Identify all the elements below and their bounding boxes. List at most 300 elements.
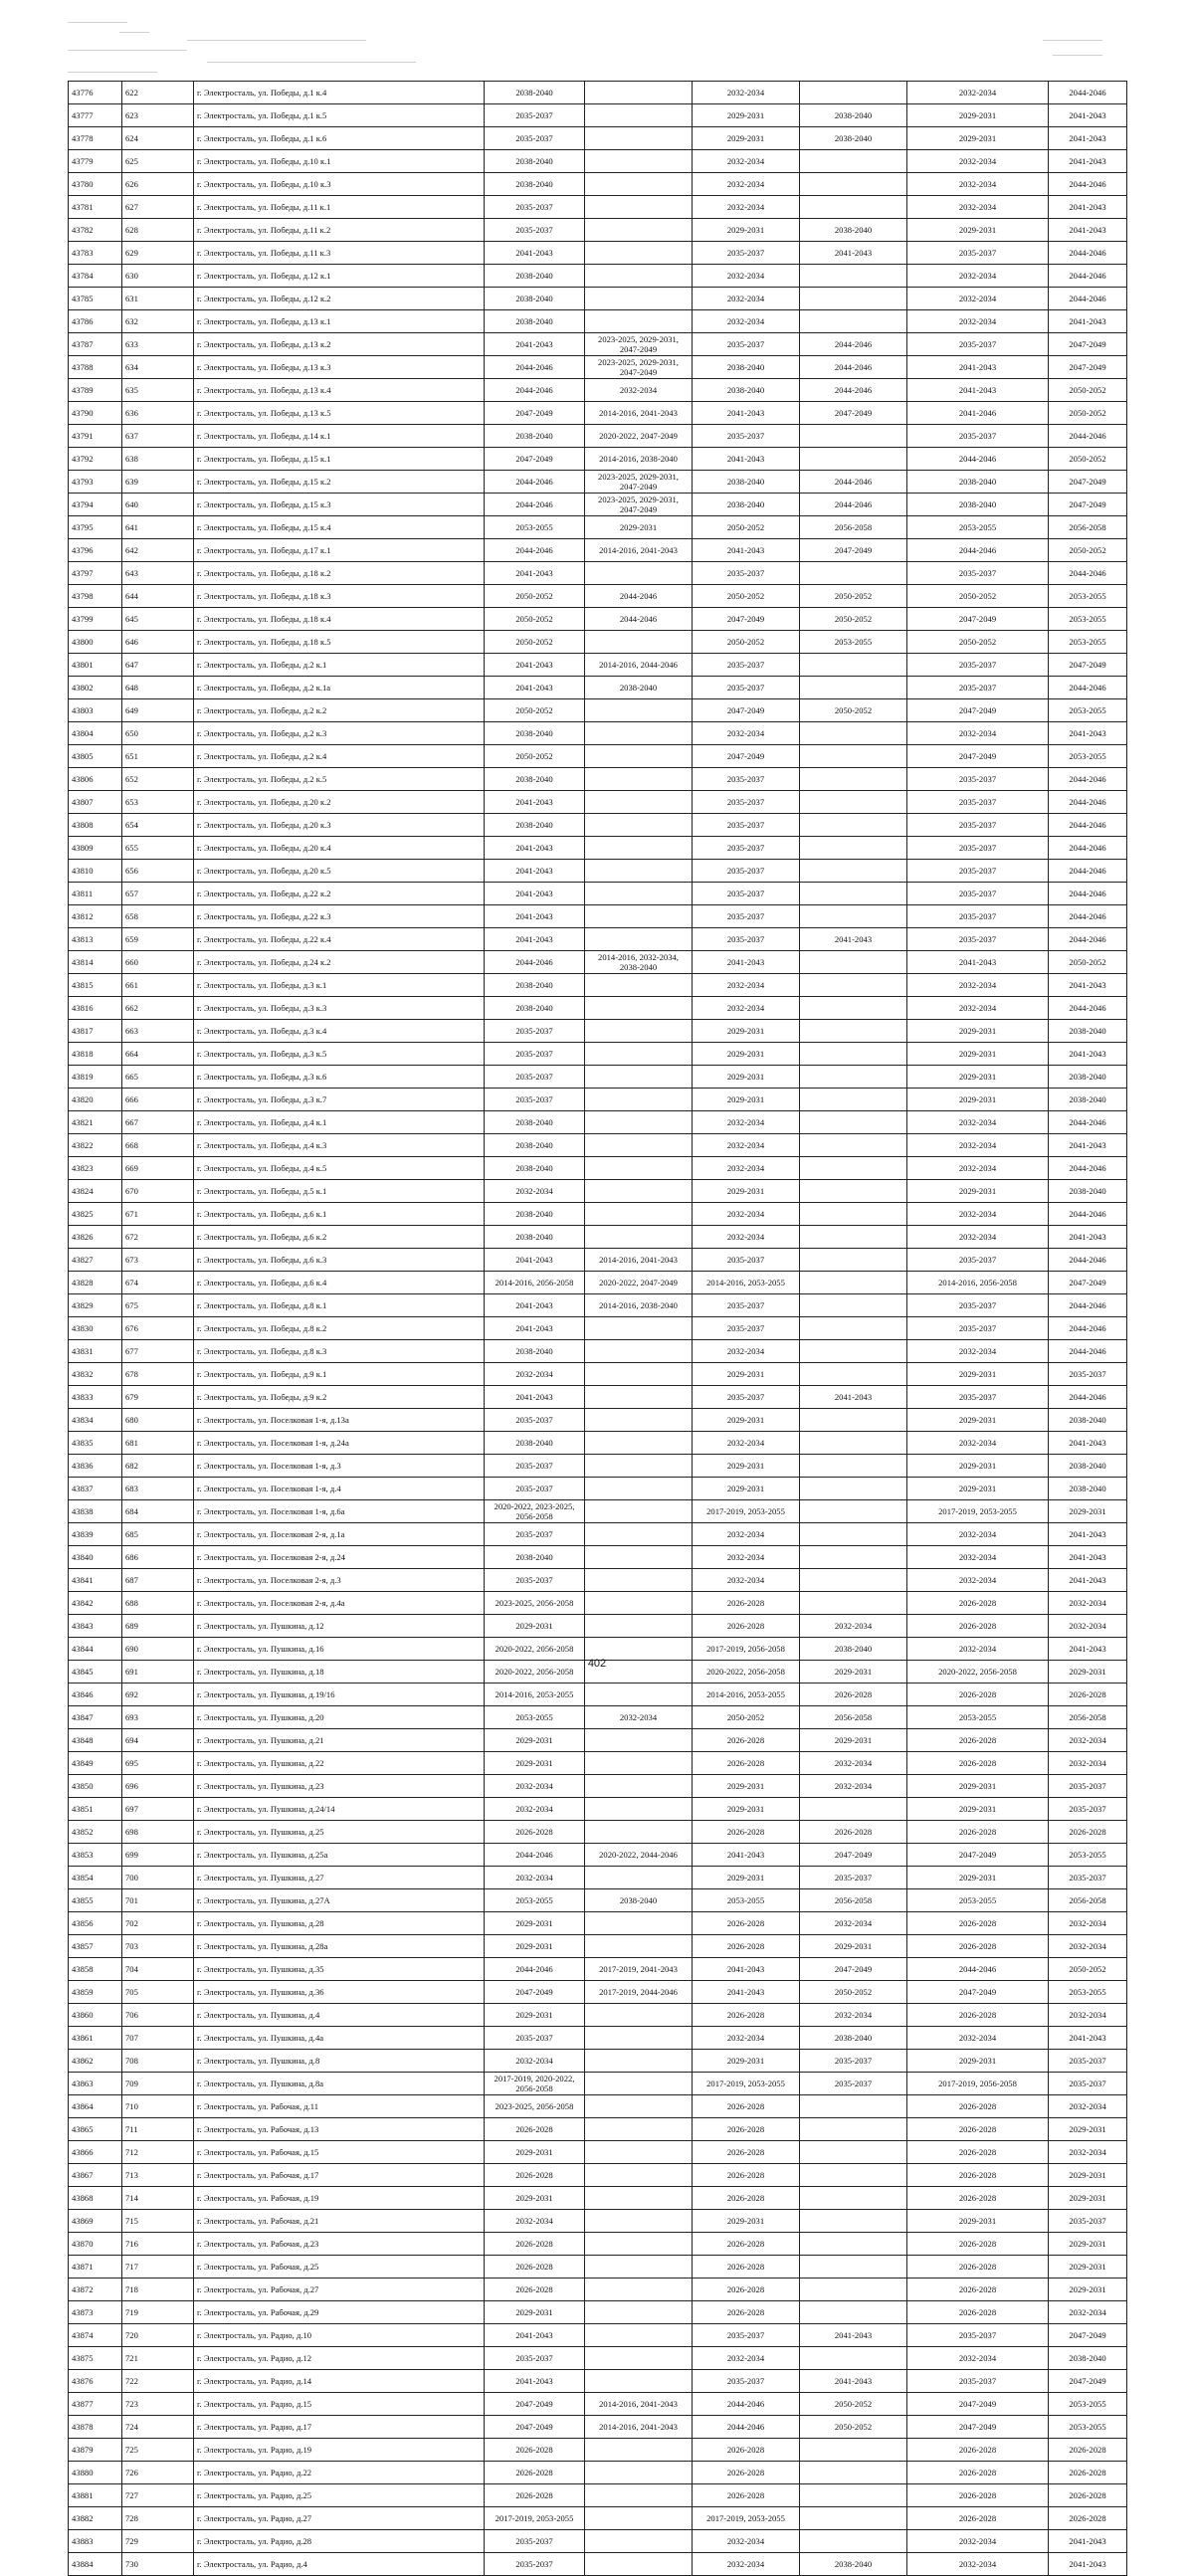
table-cell: г. Электросталь, ул. Победы, д.14 к.1 [194,425,485,448]
table-cell: 2041-2043 [1049,974,1127,997]
table-cell: 2032-2034 [485,1775,585,1798]
table-cell: г. Электросталь, ул. Рабочая, д.29 [194,2301,485,2324]
table-cell: 43845 [69,1661,122,1684]
table-cell: 2044-2046 [485,356,585,379]
table-cell [585,1821,693,1844]
table-cell [800,562,907,585]
table-cell: 2032-2034 [907,82,1049,104]
table-cell: 2053-2055 [907,1706,1049,1729]
table-cell: 2041-2043 [485,1386,585,1409]
table-cell: 2035-2037 [907,654,1049,677]
table-cell: 2026-2028 [693,2256,800,2279]
table-cell: 2047-2049 [1049,1272,1127,1294]
table-row [69,2507,1127,2530]
table-cell: 2026-2028 [693,2462,800,2484]
table-cell: 43781 [69,196,122,219]
table-cell: 2035-2037 [693,333,800,356]
table-cell: 43850 [69,1775,122,1798]
table-row [69,608,1127,631]
table-cell: 651 [122,745,194,768]
table-row [69,242,1127,265]
table-cell: 2029-2031 [485,2187,585,2210]
table-cell: 2041-2043 [485,860,585,883]
table-cell: г. Электросталь, ул. Победы, д.10 к.3 [194,173,485,196]
table-cell: 2041-2043 [485,791,585,814]
table-cell: 2053-2055 [485,516,585,539]
table-cell: г. Электросталь, ул. Победы, д.1 к.5 [194,104,485,127]
table-cell [585,1775,693,1798]
table-cell: 2032-2034 [907,1203,1049,1226]
table-cell: 2020-2022, 2044-2046 [585,1844,693,1867]
table-cell: 625 [122,150,194,173]
table-cell [800,310,907,333]
table-cell: 2041-2043 [1049,104,1127,127]
table-cell: 2035-2037 [693,242,800,265]
table-cell: 2041-2043 [800,242,907,265]
table-row [69,2164,1127,2187]
table-cell: 43869 [69,2210,122,2233]
table-cell: 43796 [69,539,122,562]
table-cell: 2020-2022, 2047-2049 [585,425,693,448]
table-cell: 2032-2034 [693,1134,800,1157]
table-cell: г. Электросталь, ул. Пушкина, д.21 [194,1729,485,1752]
table-cell: 2053-2055 [485,1889,585,1912]
table-row [69,2324,1127,2347]
table-cell: 626 [122,173,194,196]
table-cell: 2026-2028 [485,2118,585,2141]
table-cell: г. Электросталь, ул. Победы, д.6 к.4 [194,1272,485,1294]
table-cell: 2023-2025, 2029-2031, 2047-2049 [585,333,693,356]
table-cell: 2038-2040 [485,173,585,196]
table-row [69,1180,1127,1203]
table-cell: 2038-2040 [485,1111,585,1134]
table-cell [800,1180,907,1203]
table-cell: 2035-2037 [693,425,800,448]
table-cell [585,310,693,333]
table-cell: 43809 [69,837,122,860]
table-cell [800,883,907,905]
table-row [69,1546,1127,1569]
table-row [69,2439,1127,2462]
table-cell: 715 [122,2210,194,2233]
table-cell [800,2530,907,2553]
table-cell: 2032-2034 [585,379,693,402]
table-row [69,2256,1127,2279]
table-cell: 43788 [69,356,122,379]
table-cell: 2035-2037 [485,1455,585,1478]
table-cell: 2041-2043 [693,448,800,471]
table-cell [585,722,693,745]
table-cell: г. Электросталь, ул. Пушкина, д.25а [194,1844,485,1867]
table-cell: 2038-2040 [800,2553,907,2576]
table-cell: 2038-2040 [485,1546,585,1569]
table-cell: 2035-2037 [1049,2050,1127,2073]
table-cell: 728 [122,2507,194,2530]
table-row [69,722,1127,745]
table-cell [800,2462,907,2484]
table-cell: 2029-2031 [693,1409,800,1432]
table-row [69,1134,1127,1157]
table-cell: 2038-2040 [485,1157,585,1180]
table-cell: 43841 [69,1569,122,1592]
table-cell [800,1111,907,1134]
table-cell: 676 [122,1317,194,1340]
table-cell [800,1317,907,1340]
table-cell: г. Электросталь, ул. Победы, д.13 к.4 [194,379,485,402]
table-cell: 2047-2049 [693,608,800,631]
table-cell [585,150,693,173]
table-cell: 2035-2037 [485,1478,585,1500]
table-cell: 2032-2034 [907,1111,1049,1134]
table-cell: 2029-2031 [1049,1661,1127,1684]
table-cell: 2035-2037 [907,677,1049,699]
table-row [69,356,1127,379]
table-cell: 627 [122,196,194,219]
table-cell: 2014-2016, 2053-2055 [693,1684,800,1706]
table-cell: 2026-2028 [907,2256,1049,2279]
table-cell: 2035-2037 [1049,1363,1127,1386]
table-cell: 2053-2055 [907,516,1049,539]
table-cell: 43789 [69,379,122,402]
table-cell: 2014-2016, 2041-2043 [585,402,693,425]
table-cell: 702 [122,1912,194,1935]
table-cell: 2041-2043 [693,1958,800,1981]
table-cell: 2026-2028 [800,1684,907,1706]
table-cell: г. Электросталь, ул. Победы, д.3 к.6 [194,1066,485,1089]
table-cell: 43856 [69,1912,122,1935]
table-cell: 43877 [69,2393,122,2416]
table-row [69,1478,1127,1500]
table-cell: 2044-2046 [585,585,693,608]
table-cell: 2014-2016, 2041-2043 [585,539,693,562]
table-cell: г. Электросталь, ул. Победы, д.15 к.2 [194,471,485,494]
table-cell: 43839 [69,1523,122,1546]
table-cell: 2044-2046 [800,379,907,402]
table-cell: 2047-2049 [485,402,585,425]
table-cell [585,860,693,883]
table-cell: 2044-2046 [693,2393,800,2416]
table-cell [800,2095,907,2118]
table-row [69,173,1127,196]
table-cell: 2032-2034 [1049,1615,1127,1638]
table-cell: 2038-2040 [1049,1478,1127,1500]
table-cell: 2029-2031 [693,1798,800,1821]
table-cell [800,265,907,288]
table-row [69,1226,1127,1249]
table-cell: 656 [122,860,194,883]
table-cell: г. Электросталь, ул. Поселковая 2-я, д.1а [194,1523,485,1546]
table-cell: 696 [122,1775,194,1798]
table-cell [585,242,693,265]
table-cell: 43797 [69,562,122,585]
table-cell: 2026-2028 [1049,1821,1127,1844]
table-cell [585,1500,693,1523]
table-row [69,1729,1127,1752]
table-row [69,1844,1127,1867]
table-cell: 2044-2046 [800,356,907,379]
table-cell: 43881 [69,2484,122,2507]
table-cell [585,2484,693,2507]
table-cell: 2029-2031 [907,1363,1049,1386]
table-row [69,494,1127,516]
table-cell: г. Электросталь, ул. Победы, д.2 к.1а [194,677,485,699]
table-cell: 2026-2028 [693,1935,800,1958]
table-cell: 43826 [69,1226,122,1249]
table-cell: 2056-2058 [800,516,907,539]
table-cell: г. Электросталь, ул. Рабочая, д.25 [194,2256,485,2279]
table-cell: 43786 [69,310,122,333]
table-cell: 2044-2046 [1049,1249,1127,1272]
table-cell: 2026-2028 [1049,2484,1127,2507]
table-cell: г. Электросталь, ул. Победы, д.1 к.6 [194,127,485,150]
table-cell: 706 [122,2004,194,2027]
table-cell: 725 [122,2439,194,2462]
table-cell: 2026-2028 [485,2439,585,2462]
table-cell: 2041-2043 [1049,1638,1127,1661]
table-cell: г. Электросталь, ул. Победы, д.12 к.1 [194,265,485,288]
table-cell: 2032-2034 [1049,2095,1127,2118]
table-cell: 2029-2031 [485,1912,585,1935]
table-cell: 2032-2034 [485,2050,585,2073]
table-cell: 2041-2043 [485,2370,585,2393]
table-cell: 664 [122,1043,194,1066]
table-cell: 2029-2031 [1049,2256,1127,2279]
table-cell: 43853 [69,1844,122,1867]
table-cell: 43864 [69,2095,122,2118]
table-cell: 2041-2043 [485,242,585,265]
table-cell: 2032-2034 [1049,1912,1127,1935]
table-cell: 2035-2037 [907,791,1049,814]
table-cell: 2053-2055 [907,1889,1049,1912]
table-row [69,814,1127,837]
table-cell: 43787 [69,333,122,356]
table-cell: 2035-2037 [693,768,800,791]
table-cell: 2026-2028 [907,2141,1049,2164]
table-cell: г. Электросталь, ул. Победы, д.20 к.2 [194,791,485,814]
table-cell: 43879 [69,2439,122,2462]
table-cell [585,2164,693,2187]
table-cell: 2032-2034 [693,173,800,196]
table-cell [585,2095,693,2118]
table-cell: 679 [122,1386,194,1409]
table-cell: г. Электросталь, ул. Пушкина, д.4а [194,2027,485,2050]
table-cell: 2038-2040 [693,494,800,516]
table-cell [585,1546,693,1569]
table-cell: 2041-2043 [485,677,585,699]
table-cell: г. Электросталь, ул. Поселковая 1-я, д.4 [194,1478,485,1500]
table-cell: 2053-2055 [1049,1981,1127,2004]
table-row [69,2462,1127,2484]
table-cell: 2032-2034 [907,1134,1049,1157]
table-cell: 43883 [69,2530,122,2553]
table-cell: 2029-2031 [693,1363,800,1386]
table-cell: 2035-2037 [907,883,1049,905]
table-cell [800,997,907,1020]
table-row [69,1043,1127,1066]
table-cell: 2035-2037 [693,1249,800,1272]
table-cell: 698 [122,1821,194,1844]
table-cell: 2047-2049 [693,745,800,768]
table-cell: 2035-2037 [693,654,800,677]
table-cell [585,928,693,951]
table-cell: 2038-2040 [585,1889,693,1912]
table-cell: 43840 [69,1546,122,1569]
table-cell: 2032-2034 [1049,1592,1127,1615]
table-cell: г. Электросталь, ул. Победы, д.9 к.2 [194,1386,485,1409]
table-cell: 2026-2028 [693,2004,800,2027]
table-cell: 2041-2043 [485,562,585,585]
schedule-table-container [68,81,1126,2576]
table-cell: 2029-2031 [485,1752,585,1775]
table-cell: 2035-2037 [485,1066,585,1089]
table-cell [800,768,907,791]
table-cell [800,677,907,699]
table-cell: 2023-2025, 2056-2058 [485,1592,585,1615]
table-cell: 2029-2031 [693,1020,800,1043]
table-cell [800,1569,907,1592]
table-cell: 43830 [69,1317,122,1340]
table-cell: 2050-2052 [1049,448,1127,471]
table-cell: 693 [122,1706,194,1729]
table-row [69,471,1127,494]
table-cell: 43784 [69,265,122,288]
table-cell: 2017-2019, 2053-2055 [693,2073,800,2095]
table-cell: 2032-2034 [1049,1729,1127,1752]
table-cell: г. Электросталь, ул. Победы, д.15 к.3 [194,494,485,516]
table-cell: 43795 [69,516,122,539]
table-cell: 2041-2043 [485,1249,585,1272]
table-cell: 2041-2043 [485,654,585,677]
table-cell: 2038-2040 [800,1638,907,1661]
table-cell [585,1798,693,1821]
table-cell: 2032-2034 [907,265,1049,288]
table-cell: 639 [122,471,194,494]
table-row [69,1203,1127,1226]
table-row [69,997,1127,1020]
table-cell: 2035-2037 [485,196,585,219]
table-cell: 2026-2028 [485,1821,585,1844]
table-cell [585,265,693,288]
table-cell: 2041-2043 [800,928,907,951]
table-cell: 2026-2028 [907,1821,1049,1844]
table-cell: г. Электросталь, ул. Пушкина, д.4 [194,2004,485,2027]
table-cell: 2032-2034 [693,265,800,288]
table-cell: 2032-2034 [907,1523,1049,1546]
table-cell: 635 [122,379,194,402]
table-cell: 2026-2028 [693,2484,800,2507]
table-cell: 2029-2031 [907,1775,1049,1798]
table-cell: 2056-2058 [1049,516,1127,539]
table-cell: 43874 [69,2324,122,2347]
table-cell: 2041-2043 [1049,1226,1127,1249]
table-cell: 2041-2043 [485,1317,585,1340]
table-cell: 710 [122,2095,194,2118]
table-cell [585,2027,693,2050]
table-cell: 669 [122,1157,194,1180]
table-cell: 2023-2025, 2029-2031, 2047-2049 [585,494,693,516]
table-cell: 2029-2031 [693,1455,800,1478]
table-cell: г. Электросталь, ул. Победы, д.6 к.1 [194,1203,485,1226]
table-cell: 687 [122,1569,194,1592]
table-cell: 634 [122,356,194,379]
table-cell: 2053-2055 [485,1706,585,1729]
table-cell: 673 [122,1249,194,1272]
table-row [69,310,1127,333]
table-cell: 2032-2034 [907,2553,1049,2576]
table-cell: 2053-2055 [1049,745,1127,768]
table-row [69,402,1127,425]
table-row [69,448,1127,471]
table-cell: г. Электросталь, ул. Поселковая 1-я, д.24а [194,1432,485,1455]
table-cell: г. Электросталь, ул. Победы, д.17 к.1 [194,539,485,562]
table-cell [585,1478,693,1500]
table-cell: 43865 [69,2118,122,2141]
table-row [69,82,1127,104]
table-cell: 43782 [69,219,122,242]
table-cell: 43825 [69,1203,122,1226]
table-cell: 2029-2031 [907,1180,1049,1203]
table-cell: 657 [122,883,194,905]
table-cell: 2050-2052 [800,585,907,608]
table-cell: 2026-2028 [485,2484,585,2507]
table-cell: г. Электросталь, ул. Пушкина, д.8а [194,2073,485,2095]
table-cell: 2041-2043 [485,837,585,860]
table-cell [800,2347,907,2370]
table-cell: 2035-2037 [485,1089,585,1111]
table-cell [800,974,907,997]
table-cell: 2038-2040 [485,425,585,448]
table-cell: г. Электросталь, ул. Пушкина, д.36 [194,1981,485,2004]
table-cell: 2029-2031 [693,1478,800,1500]
table-cell: г. Электросталь, ул. Победы, д.4 к.5 [194,1157,485,1180]
table-cell: 716 [122,2233,194,2256]
table-cell: 721 [122,2347,194,2370]
table-cell: 2050-2052 [693,585,800,608]
table-cell [585,2279,693,2301]
table-cell: 2035-2037 [693,791,800,814]
table-cell: 2026-2028 [907,1615,1049,1638]
table-cell: 2023-2025, 2029-2031, 2047-2049 [585,356,693,379]
table-cell: 2035-2037 [485,104,585,127]
table-cell [585,2347,693,2370]
table-cell: 43799 [69,608,122,631]
table-cell [800,2439,907,2462]
table-cell: 2020-2022, 2056-2058 [907,1661,1049,1684]
table-cell: 2029-2031 [1049,2233,1127,2256]
table-cell: 2047-2049 [1049,471,1127,494]
table-cell: 2026-2028 [907,2004,1049,2027]
table-cell: 2014-2016, 2041-2043 [585,2416,693,2439]
table-row [69,2187,1127,2210]
table-cell: 2026-2028 [693,2118,800,2141]
table-cell: 2044-2046 [485,494,585,516]
table-cell: 2041-2043 [1049,1043,1127,1066]
table-cell: 43870 [69,2233,122,2256]
table-cell: 2032-2034 [485,2210,585,2233]
table-cell: г. Электросталь, ул. Пушкина, д.20 [194,1706,485,1729]
table-cell [585,1912,693,1935]
table-cell: 2050-2052 [1049,539,1127,562]
table-cell: 645 [122,608,194,631]
table-cell: 2026-2028 [485,2462,585,2484]
table-cell: 2044-2046 [1049,562,1127,585]
table-cell: 43884 [69,2553,122,2576]
table-cell: г. Электросталь, ул. Победы, д.2 к.3 [194,722,485,745]
table-cell: 2029-2031 [485,2004,585,2027]
table-cell: 43821 [69,1111,122,1134]
table-cell: 2029-2031 [907,1020,1049,1043]
table-cell: 638 [122,448,194,471]
